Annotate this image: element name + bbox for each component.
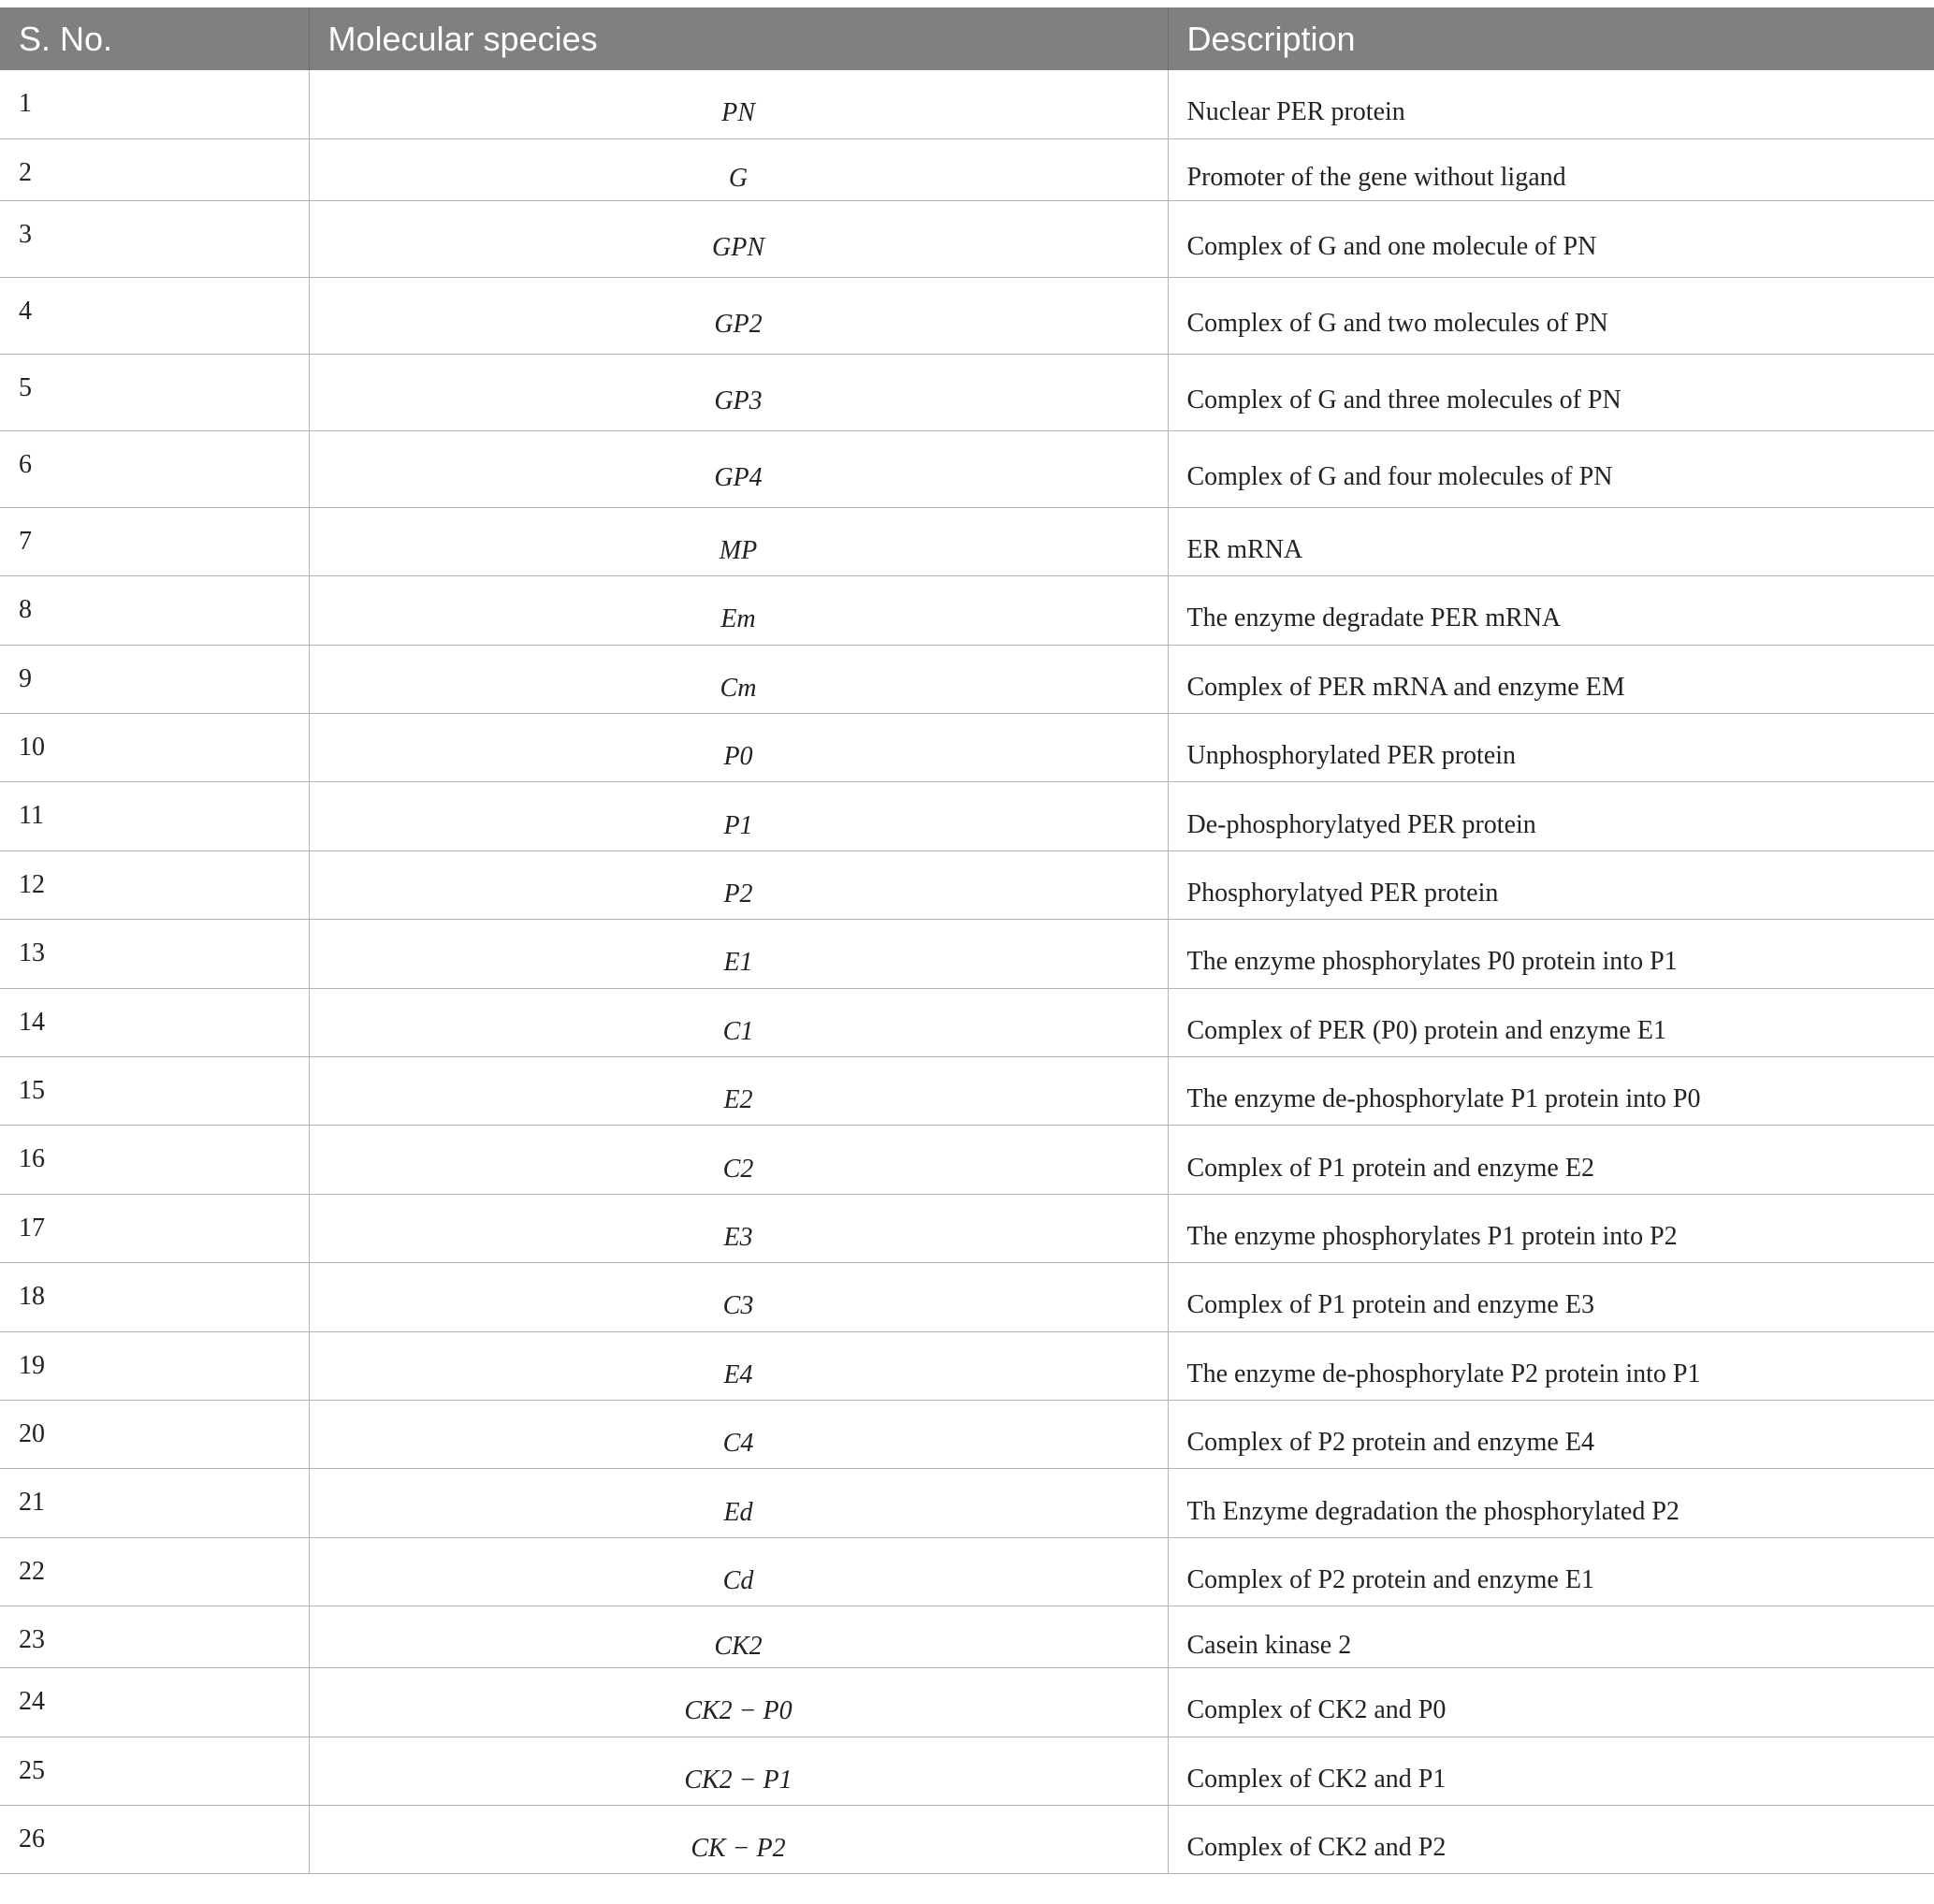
species-formula: MP xyxy=(719,536,758,566)
row-species xyxy=(309,1194,1168,1262)
species-formula: PN xyxy=(721,98,755,128)
row-species xyxy=(309,354,1168,430)
row-species xyxy=(309,988,1168,1056)
row-description: Nuclear PER protein xyxy=(1168,70,1934,138)
table-row xyxy=(0,507,1934,575)
row-description: De-phosphorylatyed PER protein xyxy=(1168,782,1934,850)
row-species xyxy=(309,1537,1168,1606)
row-number: 1 xyxy=(0,70,309,138)
row-species xyxy=(309,920,1168,988)
row-species xyxy=(309,645,1168,713)
row-number: 16 xyxy=(0,1126,309,1194)
row-species xyxy=(309,70,1168,138)
species-formula: E4 xyxy=(723,1359,753,1389)
table-row xyxy=(0,277,1934,354)
table-row xyxy=(0,920,1934,988)
row-number: 17 xyxy=(0,1194,309,1262)
row-species xyxy=(309,1331,1168,1400)
table-row xyxy=(0,1606,1934,1668)
header-row xyxy=(0,7,1934,70)
species-formula: Ed xyxy=(723,1497,753,1527)
row-number: 18 xyxy=(0,1263,309,1331)
row-description: Complex of G and three molecules of PN xyxy=(1168,354,1934,430)
row-description: Complex of G and two molecules of PN xyxy=(1168,277,1934,354)
table-row xyxy=(0,576,1934,645)
species-formula: Cd xyxy=(722,1565,754,1595)
row-number: 13 xyxy=(0,920,309,988)
row-number: 12 xyxy=(0,850,309,919)
row-species xyxy=(309,138,1168,200)
species-formula: C4 xyxy=(722,1429,754,1459)
header-sno: S. No. xyxy=(0,7,309,70)
row-description: The enzyme de-phosphorylate P2 protein into P1 xyxy=(1168,1331,1934,1400)
row-description: Complex of CK2 and P0 xyxy=(1168,1668,1934,1737)
row-number: 4 xyxy=(0,277,309,354)
row-species xyxy=(309,1469,1168,1537)
row-species xyxy=(309,1126,1168,1194)
row-species xyxy=(309,1400,1168,1468)
row-description: The enzyme de-phosphorylate P1 protein into P0 xyxy=(1168,1057,1934,1126)
species-formula: E1 xyxy=(723,948,753,978)
row-description: Complex of P1 protein and enzyme E3 xyxy=(1168,1263,1934,1331)
species-formula: P2 xyxy=(723,879,753,909)
species-formula: GP3 xyxy=(714,386,763,416)
row-number: 3 xyxy=(0,200,309,277)
species-formula: G xyxy=(728,164,749,194)
row-description: Complex of P1 protein and enzyme E2 xyxy=(1168,1126,1934,1194)
row-number: 25 xyxy=(0,1737,309,1805)
table-row xyxy=(0,70,1934,138)
row-description: Casein kinase 2 xyxy=(1168,1606,1934,1668)
table-row xyxy=(0,850,1934,919)
row-description: Complex of G and four molecules of PN xyxy=(1168,430,1934,507)
table-row xyxy=(0,1805,1934,1873)
row-species xyxy=(309,1737,1168,1805)
row-species xyxy=(309,430,1168,507)
row-species xyxy=(309,576,1168,645)
row-number: 22 xyxy=(0,1537,309,1606)
table-row xyxy=(0,1537,1934,1606)
row-number: 11 xyxy=(0,782,309,850)
row-description: Complex of P2 protein and enzyme E4 xyxy=(1168,1400,1934,1468)
row-species xyxy=(309,1263,1168,1331)
row-species xyxy=(309,277,1168,354)
row-description: Complex of PER mRNA and enzyme EM xyxy=(1168,645,1934,713)
table-row xyxy=(0,200,1934,277)
row-description: Complex of CK2 and P1 xyxy=(1168,1737,1934,1805)
species-formula: GP4 xyxy=(714,463,763,493)
species-formula: CK2 xyxy=(714,1631,763,1661)
species-formula: C1 xyxy=(722,1016,754,1046)
row-number: 24 xyxy=(0,1668,309,1737)
row-description: Complex of G and one molecule of PN xyxy=(1168,200,1934,277)
species-formula: CK2 − P1 xyxy=(684,1765,793,1795)
row-species xyxy=(309,1805,1168,1873)
row-number: 23 xyxy=(0,1606,309,1668)
header-species: Molecular species xyxy=(309,7,1168,70)
row-description: Complex of PER (P0) protein and enzyme E1 xyxy=(1168,988,1934,1056)
species-formula: Cm xyxy=(720,673,757,703)
row-species xyxy=(309,200,1168,277)
row-description: ER mRNA xyxy=(1168,507,1934,575)
table-row xyxy=(0,1737,1934,1805)
row-number: 5 xyxy=(0,354,309,430)
table-row xyxy=(0,1263,1934,1331)
row-number: 9 xyxy=(0,645,309,713)
species-formula: CK − P2 xyxy=(691,1834,786,1864)
species-formula: P1 xyxy=(723,810,753,840)
row-species xyxy=(309,1057,1168,1126)
species-formula: C3 xyxy=(722,1291,754,1321)
row-description: Promoter of the gene without ligand xyxy=(1168,138,1934,200)
species-formula: CK2 − P0 xyxy=(684,1696,793,1726)
row-species xyxy=(309,714,1168,782)
table-row xyxy=(0,645,1934,713)
species-formula: E3 xyxy=(723,1222,753,1252)
row-number: 2 xyxy=(0,138,309,200)
table-row xyxy=(0,1331,1934,1400)
row-description: Complex of CK2 and P2 xyxy=(1168,1805,1934,1873)
species-formula: Em xyxy=(720,604,756,634)
table-row xyxy=(0,1194,1934,1262)
species-table xyxy=(0,7,1934,1874)
row-number: 20 xyxy=(0,1400,309,1468)
table-row xyxy=(0,1469,1934,1537)
row-description: Unphosphorylated PER protein xyxy=(1168,714,1934,782)
row-species xyxy=(309,507,1168,575)
species-formula: GP2 xyxy=(714,310,763,340)
header-description: Description xyxy=(1168,7,1934,70)
row-number: 19 xyxy=(0,1331,309,1400)
row-species xyxy=(309,850,1168,919)
row-number: 15 xyxy=(0,1057,309,1126)
table-row xyxy=(0,1126,1934,1194)
table-row xyxy=(0,1400,1934,1468)
row-number: 10 xyxy=(0,714,309,782)
species-formula: E2 xyxy=(723,1085,753,1115)
row-species xyxy=(309,1668,1168,1737)
table-row xyxy=(0,430,1934,507)
species-formula: GPN xyxy=(712,233,764,263)
table-row xyxy=(0,1668,1934,1737)
row-description: Complex of P2 protein and enzyme E1 xyxy=(1168,1537,1934,1606)
row-species xyxy=(309,782,1168,850)
row-description: The enzyme phosphorylates P1 protein into P2 xyxy=(1168,1194,1934,1262)
row-number: 14 xyxy=(0,988,309,1056)
table-row xyxy=(0,782,1934,850)
row-description: The enzyme phosphorylates P0 protein into P1 xyxy=(1168,920,1934,988)
table-row xyxy=(0,1057,1934,1126)
row-species xyxy=(309,1606,1168,1668)
species-formula: C2 xyxy=(722,1154,754,1184)
table-row xyxy=(0,988,1934,1056)
row-description: The enzyme degradate PER mRNA xyxy=(1168,576,1934,645)
table-row xyxy=(0,714,1934,782)
row-number: 26 xyxy=(0,1805,309,1873)
table-row xyxy=(0,138,1934,200)
row-number: 6 xyxy=(0,430,309,507)
row-description: Phosphorylatyed PER protein xyxy=(1168,850,1934,919)
row-number: 21 xyxy=(0,1469,309,1537)
row-number: 8 xyxy=(0,576,309,645)
table-row xyxy=(0,354,1934,430)
row-description: Th Enzyme degradation the phosphorylated P2 xyxy=(1168,1469,1934,1537)
row-number: 7 xyxy=(0,507,309,575)
species-formula: P0 xyxy=(723,742,753,772)
